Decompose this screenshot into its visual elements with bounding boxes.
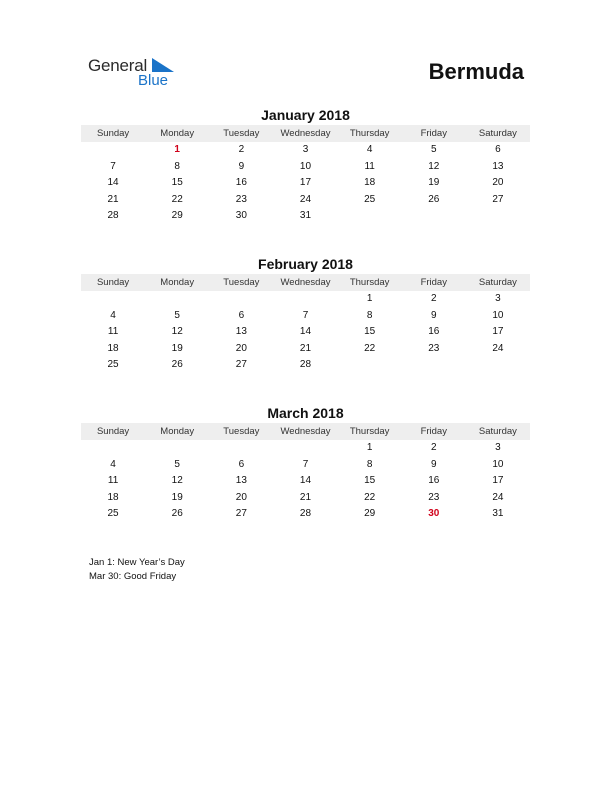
weekday-label: Saturday (478, 128, 517, 139)
day-cell: 21 (299, 491, 312, 503)
day-cell: 20 (235, 342, 247, 354)
day-cell: 6 (238, 458, 245, 470)
day-cell: 23 (428, 342, 440, 354)
day-cell: 11 (107, 326, 119, 338)
day-cell: 10 (299, 160, 312, 172)
day-cell: 14 (299, 326, 312, 338)
day-cell: 1 (366, 442, 373, 453)
day-cell: 18 (364, 177, 376, 189)
month-title: March 2018 (267, 405, 344, 421)
weekday-header (81, 423, 530, 440)
day-cell: 18 (107, 342, 119, 354)
weekday-label: Thursday (349, 128, 390, 139)
weekday-label: Friday (420, 128, 447, 139)
day-cell: 19 (428, 177, 440, 189)
day-cell: 25 (364, 193, 376, 205)
day-cell: 4 (110, 458, 116, 470)
weekday-label: Tuesday (223, 426, 260, 437)
day-cell: 9 (238, 160, 245, 172)
day-cell: 16 (428, 475, 440, 487)
day-cell: 17 (492, 475, 504, 487)
day-cell: 9 (430, 309, 437, 321)
weekday-label: Friday (420, 277, 447, 288)
day-cell: 27 (235, 359, 247, 371)
day-cell: 19 (171, 491, 183, 503)
holiday-list (89, 556, 185, 584)
empty-cell (273, 440, 337, 457)
empty-cell (338, 208, 402, 225)
day-cell: 8 (174, 160, 180, 172)
day-cell: 26 (171, 508, 183, 520)
weekday-label: Monday (160, 128, 195, 139)
day-cell: 28 (107, 210, 119, 222)
day-cell: 14 (299, 475, 312, 487)
day-cell: 26 (171, 359, 183, 371)
holiday-item: Mar 30: Good Friday (89, 571, 177, 582)
weekday-label: Tuesday (223, 128, 260, 139)
logo-text-general: General (88, 56, 148, 75)
empty-cell (402, 357, 466, 374)
day-cell: 20 (492, 177, 504, 189)
day-cell: 12 (428, 160, 440, 172)
logo-text-blue: Blue (138, 72, 169, 89)
weekday-label: Wednesday (280, 277, 331, 288)
day-cell: 6 (495, 144, 501, 155)
day-cell: 3 (495, 442, 501, 453)
weekday-label: Wednesday (280, 128, 331, 139)
day-cell: 21 (299, 342, 312, 354)
day-cell: 8 (366, 309, 373, 321)
empty-cell (81, 142, 145, 159)
empty-cell (466, 208, 530, 225)
empty-cell (402, 208, 466, 225)
day-cell: 15 (171, 177, 183, 189)
country-title: Bermuda (428, 59, 524, 84)
empty-cell (209, 440, 273, 457)
day-cell: 25 (107, 359, 119, 371)
day-cell: 1 (366, 293, 373, 304)
day-cell: 23 (235, 193, 247, 205)
weekday-label: Thursday (349, 277, 390, 288)
weekday-header (81, 274, 530, 291)
day-cell: 6 (238, 309, 245, 321)
month-february (81, 254, 530, 374)
weekday-label: Thursday (349, 426, 390, 437)
weekday-label: Monday (160, 277, 195, 288)
day-grid (81, 291, 530, 374)
day-cell: 24 (492, 342, 504, 354)
weekday-label: Saturday (478, 277, 517, 288)
day-cell: 2 (238, 144, 245, 155)
day-cell: 11 (107, 475, 119, 487)
weekday-label: Wednesday (280, 426, 331, 437)
empty-cell (81, 291, 145, 308)
weekday-label: Saturday (478, 426, 517, 437)
day-cell: 16 (428, 326, 440, 338)
day-cell: 7 (302, 458, 309, 470)
day-cell: 24 (299, 193, 312, 205)
day-cell: 30 (428, 508, 440, 520)
day-cell: 4 (366, 144, 373, 155)
day-cell: 7 (302, 309, 309, 321)
day-cell: 25 (107, 508, 119, 520)
day-cell: 3 (302, 144, 309, 155)
day-cell: 10 (492, 309, 504, 321)
day-cell: 11 (364, 160, 375, 172)
day-cell: 3 (495, 293, 501, 304)
weekday-label: Friday (420, 426, 447, 437)
weekday-label: Monday (160, 426, 195, 437)
day-cell: 28 (299, 508, 312, 520)
day-cell: 13 (492, 160, 504, 172)
day-cell: 22 (364, 491, 376, 503)
day-cell: 16 (235, 177, 247, 189)
day-cell: 10 (492, 458, 504, 470)
month-title: February 2018 (258, 256, 353, 272)
month-january (81, 105, 530, 225)
day-cell: 27 (235, 508, 247, 520)
empty-cell (145, 291, 209, 308)
day-cell: 14 (107, 177, 119, 189)
day-cell: 15 (364, 475, 376, 487)
day-cell: 1 (174, 144, 180, 155)
month-title: January 2018 (261, 107, 350, 123)
day-cell: 23 (428, 491, 440, 503)
empty-cell (145, 440, 209, 457)
day-cell: 17 (492, 326, 504, 338)
day-cell: 31 (299, 210, 312, 222)
day-cell: 31 (492, 508, 504, 520)
day-cell: 5 (174, 458, 180, 470)
day-grid (81, 142, 530, 225)
weekday-label: Tuesday (223, 277, 260, 288)
empty-cell (273, 291, 337, 308)
day-cell: 5 (430, 144, 437, 155)
day-cell: 18 (107, 491, 119, 503)
day-cell: 8 (366, 458, 373, 470)
day-cell: 19 (171, 342, 183, 354)
weekday-header (81, 125, 530, 142)
weekday-label: Sunday (96, 277, 130, 288)
day-cell: 29 (364, 508, 376, 520)
day-cell: 4 (110, 309, 116, 321)
generalblue-logo (88, 56, 188, 92)
day-cell: 15 (364, 326, 376, 338)
day-cell: 13 (235, 326, 247, 338)
day-cell: 2 (430, 293, 437, 304)
day-cell: 2 (430, 442, 437, 453)
empty-cell (209, 291, 273, 308)
day-cell: 29 (171, 210, 183, 222)
day-cell: 28 (299, 359, 312, 371)
day-grid (81, 440, 530, 523)
day-cell: 22 (171, 193, 183, 205)
day-cell: 20 (235, 491, 247, 503)
day-cell: 12 (171, 326, 183, 338)
day-cell: 26 (428, 193, 440, 205)
weekday-label: Sunday (96, 426, 130, 437)
day-cell: 21 (107, 193, 119, 205)
day-cell: 17 (299, 177, 312, 189)
day-cell: 5 (174, 309, 180, 321)
holiday-item: Jan 1: New Year’s Day (89, 557, 185, 568)
weekday-label: Sunday (96, 128, 130, 139)
day-cell: 9 (430, 458, 437, 470)
day-cell: 13 (235, 475, 247, 487)
day-cell: 30 (235, 210, 247, 222)
empty-cell (81, 440, 145, 457)
empty-cell (466, 357, 530, 374)
day-cell: 7 (110, 160, 116, 172)
day-cell: 12 (171, 475, 183, 487)
month-march (81, 403, 530, 523)
day-cell: 27 (492, 193, 504, 205)
day-cell: 24 (492, 491, 504, 503)
day-cell: 22 (364, 342, 376, 354)
empty-cell (338, 357, 402, 374)
